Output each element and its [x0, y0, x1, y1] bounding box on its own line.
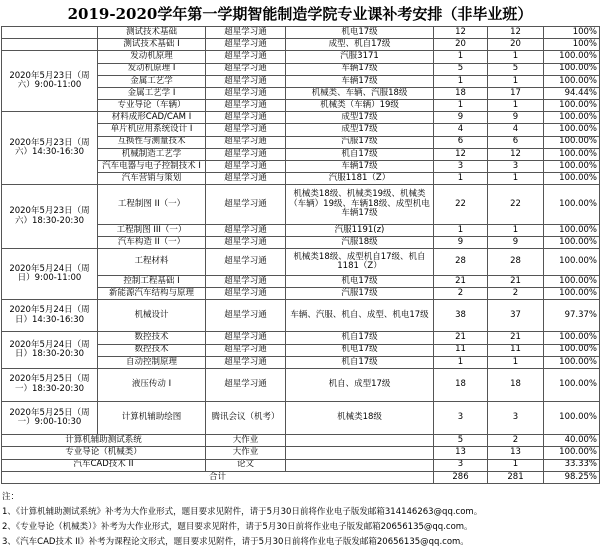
rate-cell: 100.00% [544, 225, 600, 237]
course-cell: 汽车构造 II（一） [98, 237, 206, 249]
total-cell: 22 [434, 185, 488, 225]
attended-cell: 21 [488, 275, 544, 287]
platform-cell: 超星学习通 [206, 51, 286, 63]
total-cell: 21 [434, 275, 488, 287]
total-cell: 20 [434, 39, 488, 51]
course-cell: 发动机原理 I [98, 63, 206, 75]
course-cell: 工程制图 II（一） [98, 185, 206, 225]
table-row [2, 402, 600, 435]
session-cell: 2020年5月23日（周六）9:00-11:00 [2, 51, 98, 112]
course-cell: 金属工艺学 [98, 75, 206, 87]
rate-cell: 98.25% [544, 471, 600, 483]
rate-cell: 100.00% [544, 136, 600, 148]
rate-cell: 100.00% [544, 275, 600, 287]
classes-cell: 机自17级 [286, 148, 434, 160]
rate-cell: 100.00% [544, 185, 600, 225]
attended-cell: 22 [488, 185, 544, 225]
classes-cell: 汽服3171 [286, 51, 434, 63]
rate-cell: 100.00% [544, 112, 600, 124]
page-title: 2019-2020学年第一学期智能制造学院专业课补考安排（非毕业班） [67, 5, 533, 23]
classes-cell: 车辆17级 [286, 75, 434, 87]
course-cell: 数控技术 [98, 332, 206, 344]
total-cell: 5 [434, 435, 488, 447]
classes-cell: 成型17级 [286, 112, 434, 124]
table-row [2, 112, 600, 124]
table-row [2, 300, 600, 332]
attended-cell: 9 [488, 237, 544, 249]
attended-cell: 28 [488, 249, 544, 276]
course-cell: 工程制图 III（一） [98, 225, 206, 237]
course-cell: 新能源汽车结构与原理 [98, 288, 206, 300]
platform-cell: 超星学习通 [206, 100, 286, 112]
platform-cell: 超星学习通 [206, 136, 286, 148]
attended-cell: 3 [488, 160, 544, 172]
course-cell: 控制工程基础 I [98, 275, 206, 287]
total-cell: 5 [434, 63, 488, 75]
table-row [2, 185, 600, 225]
platform-cell: 超星学习通 [206, 27, 286, 39]
classes-cell: 机械类18级、成型机自17级、机自1181（Z） [286, 249, 434, 276]
course-cell: 汽车电器与电子控制技术 I [98, 160, 206, 172]
attended-cell: 18 [488, 368, 544, 401]
classes-cell: 汽服18级 [286, 237, 434, 249]
attended-cell: 3 [488, 402, 544, 435]
classes-cell: 成型、机自17级 [286, 39, 434, 51]
platform-cell: 大作业 [206, 435, 286, 447]
table-row [2, 249, 600, 276]
session-cell: 2020年5月25日（周一）18:30-20:30 [2, 368, 98, 401]
classes-cell: 机自17级 [286, 356, 434, 368]
platform-cell: 超星学习通 [206, 249, 286, 276]
classes-cell [286, 459, 434, 471]
classes-cell: 车辆、汽服、机自、成型、机电17级 [286, 300, 434, 332]
rate-cell: 94.44% [544, 87, 600, 99]
platform-cell: 超星学习通 [206, 288, 286, 300]
rate-cell: 100.00% [544, 332, 600, 344]
platform-cell: 超星学习通 [206, 368, 286, 401]
attended-cell: 17 [488, 87, 544, 99]
rate-cell: 100.00% [544, 63, 600, 75]
rate-cell: 100.00% [544, 249, 600, 276]
classes-cell: 汽服1181（Z） [286, 173, 434, 185]
rate-cell: 100.00% [544, 402, 600, 435]
table-row [2, 447, 600, 459]
notes-header: 注： [2, 492, 20, 502]
table-row [2, 51, 600, 63]
platform-cell: 论文 [206, 459, 286, 471]
classes-cell: 成型17级 [286, 124, 434, 136]
session-cell [2, 27, 98, 39]
total-cell: 1 [434, 173, 488, 185]
course-cell: 汽车CAD技术 II [2, 459, 206, 471]
platform-cell: 超星学习通 [206, 225, 286, 237]
rate-cell: 97.37% [544, 300, 600, 332]
attended-cell: 9 [488, 112, 544, 124]
attended-cell: 11 [488, 344, 544, 356]
attended-cell: 1 [488, 173, 544, 185]
total-cell: 4 [434, 124, 488, 136]
attended-cell: 1 [488, 75, 544, 87]
rate-cell: 100.00% [544, 160, 600, 172]
table-row [2, 39, 600, 51]
note-item: 1、《计算机辅助测试系统》补考为大作业形式，题目要求见附件，请于5月30日前将作业电子版发邮箱314146263@qq.com。 [2, 507, 483, 517]
course-cell: 机械设计 [98, 300, 206, 332]
rate-cell: 100.00% [544, 75, 600, 87]
total-cell: 2 [434, 288, 488, 300]
classes-cell [286, 447, 434, 459]
table-row [2, 435, 600, 447]
classes-cell: 机械类18级、机械类19级、机械类（车辆）19级、车辆18级、成型机电车辆17级 [286, 185, 434, 225]
rate-cell: 100.00% [544, 51, 600, 63]
total-cell: 1 [434, 100, 488, 112]
classes-cell: 机自17级 [286, 332, 434, 344]
session-cell: 2020年5月23日（周六）14:30-16:30 [2, 112, 98, 185]
attended-cell: 20 [488, 39, 544, 51]
classes-cell: 汽服1191(z) [286, 225, 434, 237]
session-cell: 2020年5月24日（周日）18:30-20:30 [2, 332, 98, 369]
attended-cell: 281 [488, 471, 544, 483]
course-cell: 发动机原理 [98, 51, 206, 63]
platform-cell: 超星学习通 [206, 160, 286, 172]
total-cell: 286 [434, 471, 488, 483]
classes-cell: 汽服17级 [286, 136, 434, 148]
attended-cell: 1 [488, 356, 544, 368]
attended-cell: 21 [488, 332, 544, 344]
course-cell: 计算机辅助绘图 [98, 402, 206, 435]
rate-cell: 100.00% [544, 356, 600, 368]
rate-cell: 100.00% [544, 124, 600, 136]
course-cell: 数控技术 [98, 344, 206, 356]
platform-cell: 超星学习通 [206, 124, 286, 136]
total-cell: 1 [434, 356, 488, 368]
course-cell: 汽车营销与策划 [98, 173, 206, 185]
rate-cell: 40.00% [544, 435, 600, 447]
classes-cell: 机电17级 [286, 27, 434, 39]
course-cell: 互换性与测量技术 [98, 136, 206, 148]
platform-cell: 超星学习通 [206, 173, 286, 185]
note-item: 2、《专业导论（机械类）》补考为大作业形式，题目要求见附件，请于5月30日前将作业电子版发邮箱20656135@qq.com。 [2, 522, 473, 532]
course-cell: 机械制造工艺学 [98, 148, 206, 160]
attended-cell: 6 [488, 136, 544, 148]
attended-cell: 37 [488, 300, 544, 332]
course-cell: 计算机辅助测试系统 [2, 435, 206, 447]
total-cell: 9 [434, 237, 488, 249]
total-cell: 3 [434, 459, 488, 471]
classes-cell: 机电17级 [286, 275, 434, 287]
course-cell: 专业导论（机械类） [2, 447, 206, 459]
classes-cell: 车辆17级 [286, 160, 434, 172]
rate-cell: 100.00% [544, 288, 600, 300]
table-row [2, 27, 600, 39]
total-cell: 6 [434, 136, 488, 148]
classes-cell: 机械类（车辆）19级 [286, 100, 434, 112]
rate-cell: 100.00% [544, 447, 600, 459]
attended-cell: 12 [488, 148, 544, 160]
total-cell: 1 [434, 51, 488, 63]
attended-cell: 1 [488, 225, 544, 237]
platform-cell: 超星学习通 [206, 63, 286, 75]
classes-cell: 机电17级 [286, 344, 434, 356]
classes-cell: 车辆17级 [286, 63, 434, 75]
platform-cell: 超星学习通 [206, 39, 286, 51]
platform-cell: 大作业 [206, 447, 286, 459]
total-cell: 11 [434, 344, 488, 356]
classes-cell [286, 435, 434, 447]
platform-cell: 超星学习通 [206, 112, 286, 124]
total-cell: 12 [434, 148, 488, 160]
notes-section [2, 490, 598, 550]
platform-cell: 超星学习通 [206, 344, 286, 356]
session-cell: 2020年5月24日（周日）9:00-11:00 [2, 249, 98, 300]
rate-cell: 100.00% [544, 237, 600, 249]
total-cell: 9 [434, 112, 488, 124]
rate-cell: 100.00% [544, 148, 600, 160]
total-cell: 1 [434, 225, 488, 237]
attended-cell: 2 [488, 288, 544, 300]
session-cell: 2020年5月25日（周一）9:00-10:30 [2, 402, 98, 435]
rate-cell: 100.00% [544, 368, 600, 401]
attended-cell: 12 [488, 27, 544, 39]
platform-cell: 超星学习通 [206, 148, 286, 160]
table-row [2, 368, 600, 401]
total-cell: 12 [434, 27, 488, 39]
course-cell: 液压传动 I [98, 368, 206, 401]
total-cell: 1 [434, 75, 488, 87]
total-cell: 3 [434, 402, 488, 435]
course-cell: 自动控制原理 [98, 356, 206, 368]
platform-cell: 超星学习通 [206, 87, 286, 99]
attended-cell: 5 [488, 63, 544, 75]
rate-cell: 33.33% [544, 459, 600, 471]
attended-cell: 1 [488, 51, 544, 63]
table-row [2, 332, 600, 344]
platform-cell: 腾讯会议（机考） [206, 402, 286, 435]
course-cell: 金属工艺学 I [98, 87, 206, 99]
classes-cell: 汽服17级 [286, 288, 434, 300]
attended-cell: 1 [488, 459, 544, 471]
total-cell: 28 [434, 249, 488, 276]
platform-cell: 超星学习通 [206, 275, 286, 287]
platform-cell: 超星学习通 [206, 356, 286, 368]
platform-cell: 超星学习通 [206, 237, 286, 249]
rate-cell: 100% [544, 39, 600, 51]
platform-cell: 超星学习通 [206, 332, 286, 344]
platform-cell: 超星学习通 [206, 75, 286, 87]
course-cell: 专业导论（车辆） [98, 100, 206, 112]
attended-cell: 4 [488, 124, 544, 136]
session-cell: 2020年5月23日（周六）18:30-20:30 [2, 185, 98, 249]
course-cell: 测试技术基础 [98, 27, 206, 39]
total-cell: 3 [434, 160, 488, 172]
total-cell: 13 [434, 447, 488, 459]
rate-cell: 100.00% [544, 100, 600, 112]
total-cell: 21 [434, 332, 488, 344]
course-cell: 工程材料 [98, 249, 206, 276]
table-row [2, 459, 600, 471]
classes-cell: 机械类、车辆、汽服18级 [286, 87, 434, 99]
platform-cell: 超星学习通 [206, 300, 286, 332]
platform-cell: 超星学习通 [206, 185, 286, 225]
attended-cell: 13 [488, 447, 544, 459]
rate-cell: 100% [544, 27, 600, 39]
total-cell: 18 [434, 368, 488, 401]
session-cell [2, 39, 98, 51]
total-cell: 18 [434, 87, 488, 99]
attended-cell: 2 [488, 435, 544, 447]
attended-cell: 1 [488, 100, 544, 112]
course-cell: 测试技术基础 I [98, 39, 206, 51]
note-item: 3、《汽车CAD技术 II》补考为课程论文形式，题目要求见附件，请于5月30日前将作业电子版发邮箱20656135@qq.com。 [2, 537, 469, 547]
course-cell: 材料成形CAD/CAM I [98, 112, 206, 124]
rate-cell: 100.00% [544, 344, 600, 356]
total-cell: 38 [434, 300, 488, 332]
rate-cell: 100.00% [544, 173, 600, 185]
classes-cell: 机械类18级 [286, 402, 434, 435]
course-cell: 单片机应用系统设计 I [98, 124, 206, 136]
classes-cell: 机自、成型17级 [286, 368, 434, 401]
session-cell: 2020年5月24日（周日）14:30-16:30 [2, 300, 98, 332]
exam-schedule-table [1, 26, 600, 484]
total-label: 合计 [2, 471, 434, 483]
total-row [2, 471, 600, 483]
